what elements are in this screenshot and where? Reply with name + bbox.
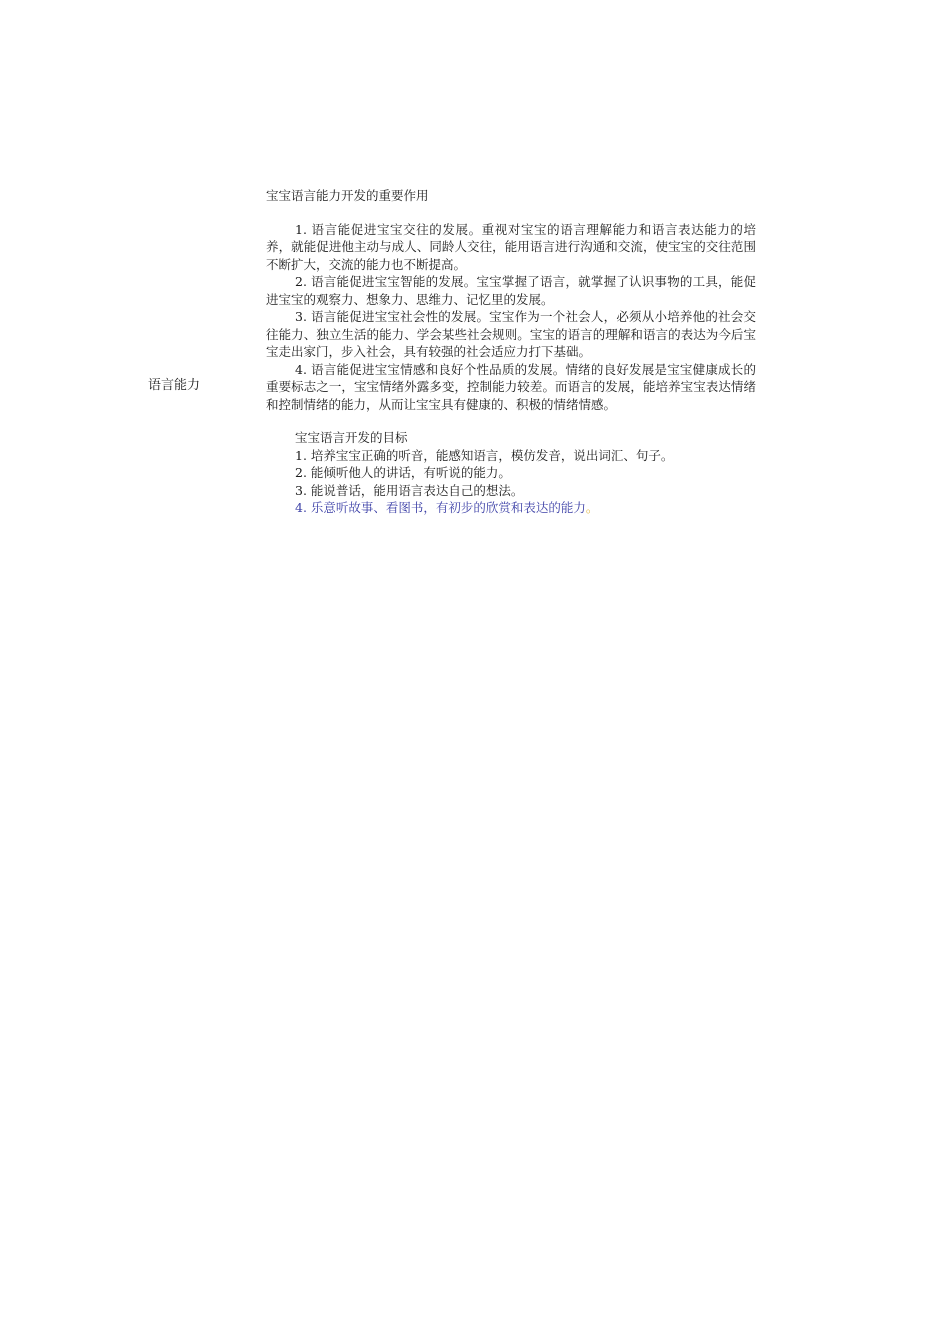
goal-item: 2. 能倾听他人的讲话，有听说的能力。 [295, 465, 511, 480]
document-body [266, 187, 756, 517]
importance-item: 3. 语言能促进宝宝社会性的发展。宝宝作为一个社会人，必须从小培养他的社会交往能力、独立生活的能力、学会某些社会规则。宝宝的语言的理解和语言的表达为今后宝宝走出家门，步入社会，具有较强的社会适应力打下基础。 [266, 309, 756, 359]
spacer [266, 413, 756, 429]
goal-item-text: 4. 乐意听故事、看图书，有初步的欣赏和表达的能力 [295, 500, 586, 515]
importance-item: 1. 语言能促进宝宝交往的发展。重视对宝宝的语言理解能力和语言表达能力的培养，就能促进他主动与成人、同龄人交往，能用语言进行沟通和交流，使宝宝的交往范围不断扩大，交流的能力也不断提高。 [266, 221, 756, 272]
importance-item: 2. 语言能促进宝宝智能的发展。宝宝掌握了语言，就掌握了认识事物的工具，能促进宝宝的观察力、想象力、思维力、记忆里的发展。 [266, 274, 756, 307]
importance-title: 宝宝语言能力开发的重要作用 [266, 188, 429, 203]
spacer [266, 205, 756, 221]
goal-item: 3. 能说普话，能用语言表达自己的想法。 [295, 482, 524, 498]
goal-item: 1. 培养宝宝正确的听音，能感知语言，模仿发音，说出词汇、句子。 [295, 447, 674, 463]
importance-item: 4. 语言能促进宝宝情感和良好个性品质的发展。情绪的良好发展是宝宝健康成长的重要标志之一，宝宝情绪外露多变，控制能力较差。而语言的发展，能培养宝宝表达情绪和控制情绪的能力，从而让宝宝具有健康的、积极的情绪情感。 [266, 361, 756, 412]
goal-item-period: 。 [585, 500, 599, 515]
side-label: 语言能力 [148, 378, 201, 393]
goal-item-highlighted [266, 499, 756, 517]
goals-title: 宝宝语言开发的目标 [295, 430, 408, 445]
